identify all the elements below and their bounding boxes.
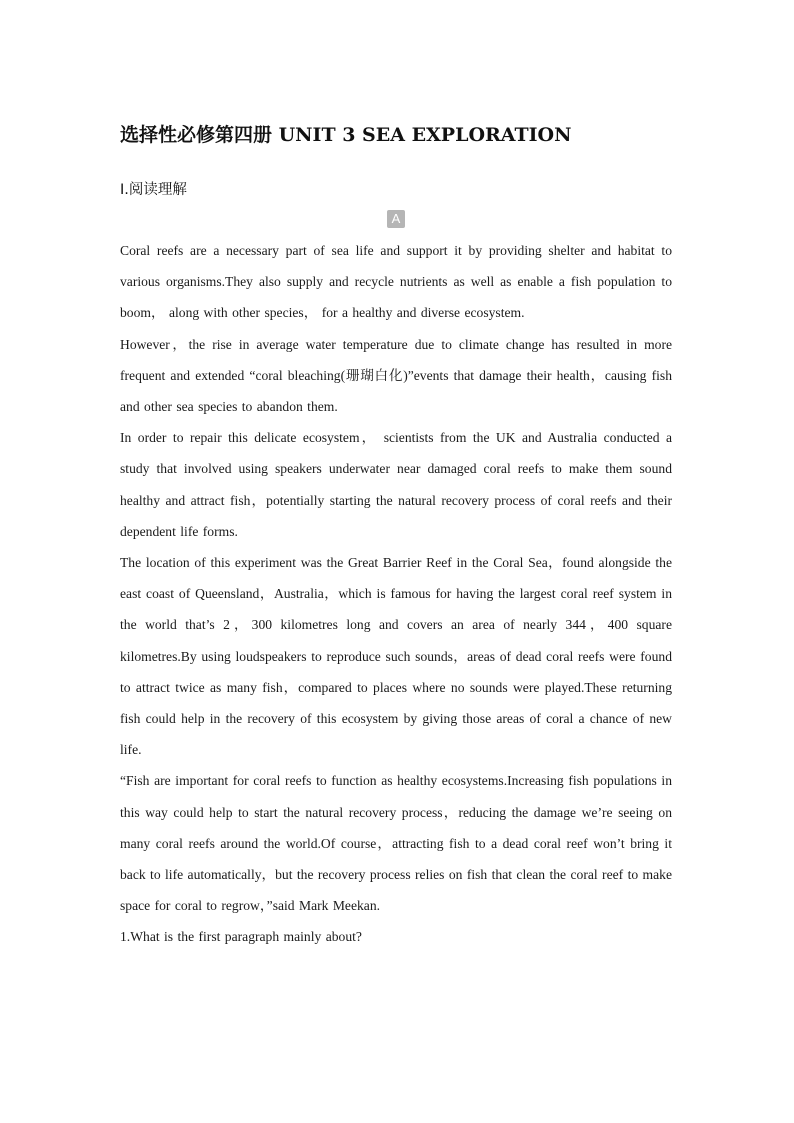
question-1: 1.What is the first paragraph mainly about? <box>120 929 362 945</box>
passage-label-badge: A <box>387 210 405 228</box>
passage-body <box>120 235 672 953</box>
paragraph-2: However，the rise in average water temperature due to climate change has resulted in more frequent and extended “coral bleaching(珊瑚白化)”events that damage their health，causing fish and other sea species to abandon them. <box>120 336 672 415</box>
document-title: 选择性必修第四册 UNIT 3 SEA EXPLORATION <box>120 124 572 146</box>
paragraph-3: In order to repair this delicate ecosystem， scientists from the UK and Australia conducted a study that involved using speakers underwater near damaged coral reefs to make them sound healthy and attract fish，potentially starting the natural recovery process of coral reefs and their dependent life forms. <box>120 430 672 539</box>
section-heading: Ⅰ.阅读理解 <box>120 182 187 198</box>
paragraph-1: Coral reefs are a necessary part of sea life and support it by providing shelter and habitat to various organisms.They also supply and recycle nutrients as well as enable a fish population to boom， along with other species， for a healthy and diverse ecosystem. <box>120 243 672 321</box>
paragraph-4: The location of this experiment was the Great Barrier Reef in the Coral Sea，found alongside the east coast of Queensland，Australia，which is famous for having the largest coral reef system in the world that’s 2，300 kilometres long and covers an area of nearly 344，400 square kilometres.By using loudspeakers to reproduce such sounds，areas of dead coral reefs were found to attract twice as many fish，compared to places where no sounds were played.These returning fish could help in the recovery of this ecosystem by giving those areas of coral a chance of new life. <box>120 555 672 758</box>
paragraph-5: “Fish are important for coral reefs to function as healthy ecosystems.Increasing fish populations in this way could help to start the natural recovery process，reducing the damage we’re seeing on many coral reefs around the world.Of course，attracting fish to a dead coral reef won’t bring it back to life automatically，but the recovery process relies on fish that clean the coral reef to make space for coral to regrow，”said Mark Meekan. <box>120 773 672 914</box>
